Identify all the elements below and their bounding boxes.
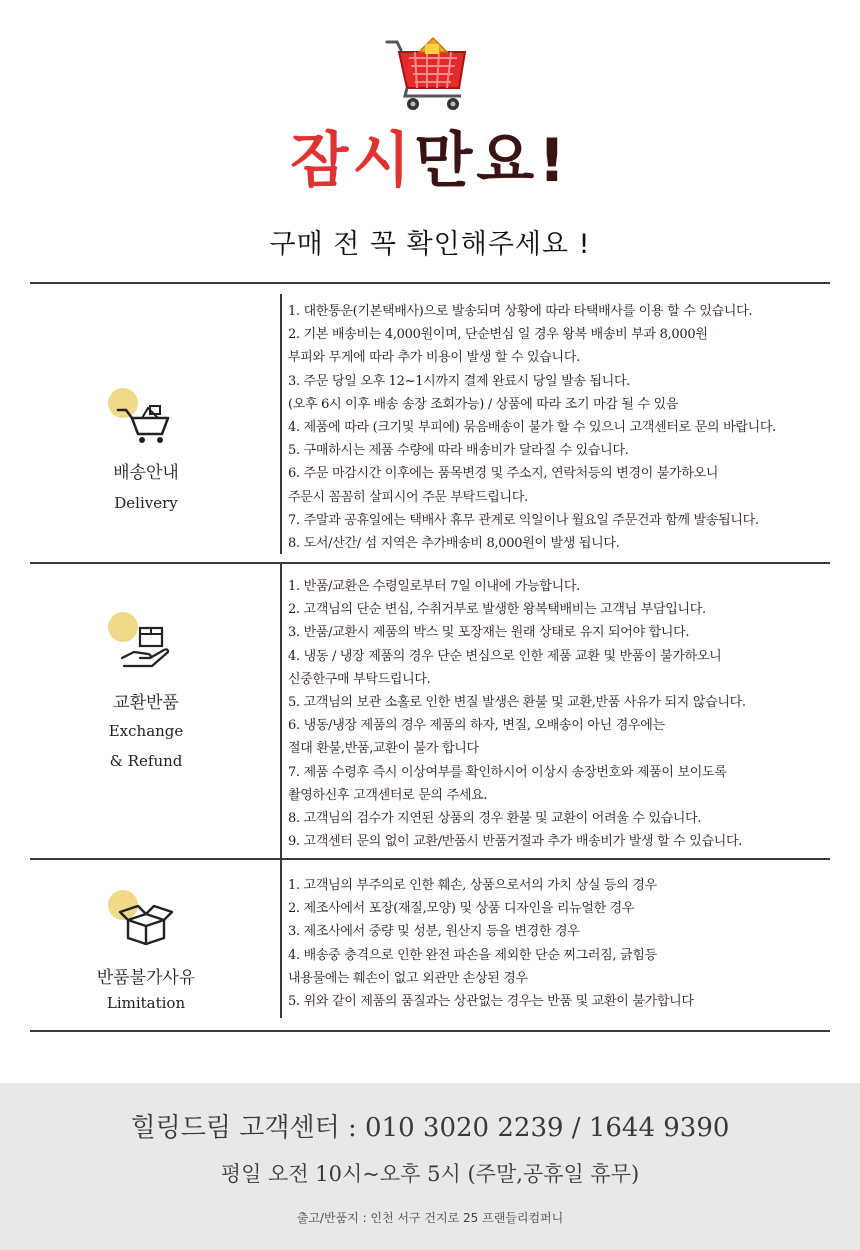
- list-item: 4. 냉동 / 냉장 제품의 경우 단순 변심으로 인한 제품 교환 및 반품이 불가하오니: [288, 648, 722, 664]
- exchange-heading: [30, 564, 280, 858]
- delivery-section: [30, 284, 830, 564]
- list-item: 3. 주문 당일 오후 12~1시까지 결제 완료시 당일 발송 됩니다.: [288, 373, 631, 389]
- list-item: 1. 반품/교환은 수령일로부터 7일 이내에 가능합니다.: [288, 579, 581, 594]
- list-item: 3. 제조사에서 중량 및 성분, 원산지 등을 변경한 경우: [288, 924, 580, 940]
- list-item: 7. 제품 수령후 즉시 이상여부를 확인하시어 이상시 송장번호와 제품이 보이도록: [288, 764, 727, 780]
- list-item: 8. 고객님의 검수가 지연된 상품의 경우 환불 및 교환이 어려울 수 있습니다.: [288, 811, 702, 827]
- business-hours: 평일 오전 10시~오후 5시 (주말,공휴일 휴무): [220, 1162, 640, 1186]
- exchange-section: [30, 564, 830, 860]
- list-item: 5. 구매하시는 제품 수량에 따라 배송비가 달라질 수 있습니다.: [288, 443, 629, 459]
- list-item: 4. 배송중 충격으로 인한 완전 파손을 제외한 단순 찌그러짐, 긁힘등: [288, 947, 657, 963]
- list-item: 부피와 무게에 따라 추가 비용이 발생 할 수 있습니다.: [288, 350, 580, 366]
- list-item: 주문시 꼼꼼히 살피시어 주문 부탁드립니다.: [288, 489, 528, 505]
- list-item: (오후 6시 이후 배송 송장 조회가능) / 상품에 따라 조기 마감 될 수 있음: [288, 396, 679, 412]
- list-item: 2. 고객님의 단순 변심, 수취거부로 발생한 왕복택배비는 고객님 부담입니다.: [288, 602, 706, 618]
- subtitle: 구매 전 꼭 확인해주세요 !: [269, 229, 591, 260]
- list-item: 3. 반품/교환시 제품의 박스 및 포장재는 원래 상태로 유지 되어야 합니다.: [288, 625, 690, 641]
- notice-table: [30, 282, 830, 1032]
- exchange-list: [288, 575, 746, 853]
- headline-red-text: 잠시: [290, 126, 415, 196]
- headline-dark-text: 만요!: [414, 126, 570, 196]
- limitation-section: [30, 860, 830, 1032]
- limitation-list: [288, 874, 694, 1013]
- list-item: 6. 주문 마감시간 이후에는 품목변경 및 주소지, 연락처등의 변경이 불가하오니: [288, 466, 719, 482]
- headline: [0, 124, 860, 198]
- delivery-divider: [280, 294, 282, 554]
- limitation-title-en: Limitation: [106, 994, 186, 1012]
- limitation-heading: [30, 860, 280, 1030]
- list-item: 내용물에는 훼손이 없고 외관만 손상된 경우: [288, 970, 528, 986]
- list-item: 5. 위와 같이 제품의 품질과는 상관없는 경우는 반품 및 교환이 불가합니다: [288, 994, 694, 1010]
- exchange-divider: [280, 564, 282, 858]
- list-item: 6. 냉동/냉장 제품의 경우 제품의 하자, 변질, 오배송이 아닌 경우에는: [288, 718, 665, 734]
- delivery-title-kr: 배송안내: [113, 463, 179, 483]
- limitation-divider: [280, 860, 282, 1018]
- customer-center-contact: 힐링드림 고객센터 : 010 3020 2239 / 1644 9390: [130, 1113, 730, 1143]
- delivery-list: [288, 300, 776, 555]
- list-item: 1. 고객님의 부주의로 인한 훼손, 상품으로서의 가치 상실 등의 경우: [288, 878, 657, 893]
- list-item: 절대 환불,반품,교환이 불가 합니다: [288, 741, 479, 757]
- list-item: 9. 고객센터 문의 없이 교환/반품시 반품거절과 추가 배송비가 발생 할 수 있습니다.: [288, 834, 743, 850]
- list-item: 촬영하신후 고객센터로 문의 주세요.: [288, 787, 488, 803]
- list-item: 2. 기본 배송비는 4,000원이며, 단순변심 일 경우 왕복 배송비 부과 8,000원: [288, 327, 708, 343]
- delivery-heading: [30, 284, 280, 562]
- customer-center-footer: [0, 1083, 860, 1250]
- list-item: 5. 고객님의 보관 소홀로 인한 변질 발생은 환불 및 교환,반품 사유가 되지 않습니다.: [288, 695, 746, 711]
- return-address: 출고/반품지 : 인천 서구 건지로 25 프랜들리컴퍼니: [296, 1211, 564, 1225]
- shopping-cart-logo-icon: [385, 36, 471, 112]
- delivery-title-en: Delivery: [114, 494, 178, 512]
- exchange-box-hand-icon: [108, 612, 176, 672]
- exchange-title-en-line1: Exchange: [108, 722, 184, 740]
- list-item: 신중한구매 부탁드립니다.: [288, 671, 431, 687]
- list-item: 4. 제품에 따라 (크기및 부피에) 묶음배송이 불가 할 수 있으니 고객센터로 문의 바랍니다.: [288, 420, 776, 436]
- list-item: 8. 도서/산간/ 섬 지역은 추가배송비 8,000원이 발생 됩니다.: [288, 536, 620, 552]
- list-item: 2. 제조사에서 포장(재질,모양) 및 상품 디자인을 리뉴얼한 경우: [288, 901, 635, 917]
- limitation-title-kr: 반품불가사유: [96, 968, 196, 988]
- exchange-title-en-line2: & Refund: [109, 752, 183, 770]
- open-box-icon: [108, 890, 176, 950]
- exchange-title-kr: 교환반품: [113, 693, 179, 713]
- list-item: 1. 대한통운(기본택배사)으로 발송되며 상황에 따라 타택배사를 이용 할 수 있습니다.: [288, 304, 753, 319]
- delivery-cart-icon: [108, 388, 176, 448]
- list-item: 7. 주말과 공휴일에는 택배사 휴무 관계로 익일이나 월요일 주문건과 함께 발송됩니다.: [288, 512, 759, 528]
